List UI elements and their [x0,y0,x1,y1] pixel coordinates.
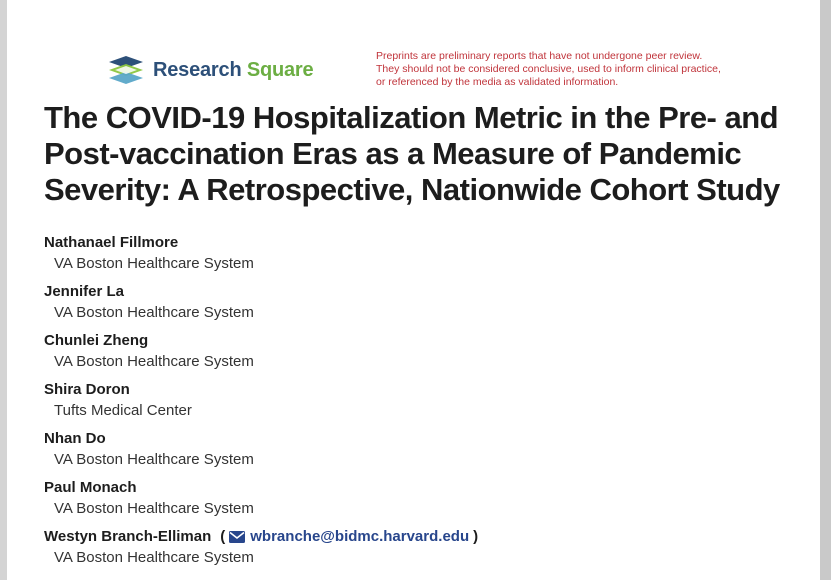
author-entry-corresponding [44,527,804,576]
author-entry [44,429,804,478]
author-affiliation: VA Boston Healthcare System [54,353,254,370]
author-affiliation: VA Boston Healthcare System [54,549,254,566]
author-name: Chunlei Zheng [44,332,149,349]
preprint-disclaimer [376,50,776,89]
author-entry [44,282,804,331]
disclaimer-line: They should not be considered conclusive, used to inform clinical practice, [376,63,721,75]
author-affiliation: VA Boston Healthcare System [54,255,254,272]
author-affiliation: VA Boston Healthcare System [54,500,254,517]
author-name: Shira Doron [44,381,130,398]
author-affiliation: VA Boston Healthcare System [54,304,254,321]
document-page [7,0,820,580]
title-line: Post-vaccination Eras as a Measure of Pandemic [44,136,742,171]
viewer-gutter [820,0,831,580]
author-entry [44,478,804,527]
research-square-logo [107,52,313,88]
author-affiliation: VA Boston Healthcare System [54,451,254,468]
author-name: Nathanael Fillmore [44,234,179,251]
author-name: Paul Monach [44,479,137,496]
author-entry [44,380,804,429]
close-paren: ) [473,528,479,545]
envelope-icon [229,531,245,543]
author-email-link[interactable] [229,528,469,546]
research-square-logo-icon [107,54,145,86]
title-line: Severity: A Retrospective, Nationwide Cohort Study [44,172,780,207]
author-name-row [44,527,804,547]
logo-wordmark [153,59,313,82]
author-name: Jennifer La [44,283,125,300]
author-list [44,233,804,576]
logo-word-square: Square [246,58,314,81]
title-line: The COVID-19 Hospitalization Metric in the Pre- and [44,100,779,135]
paper-title [44,100,804,208]
author-entry [44,331,804,380]
author-name: Nhan Do [44,430,106,447]
open-paren: ( [220,528,226,545]
page-header [107,52,807,92]
disclaimer-line: or referenced by the media as validated information. [376,76,619,88]
author-name: Westyn Branch-Elliman [44,528,212,545]
disclaimer-line: Preprints are preliminary reports that have not undergone peer review. [376,50,703,62]
author-entry [44,233,804,282]
author-email: wbranche@bidmc.harvard.edu [250,528,470,545]
logo-word-research: Research [153,58,242,81]
author-affiliation: Tufts Medical Center [54,402,192,419]
